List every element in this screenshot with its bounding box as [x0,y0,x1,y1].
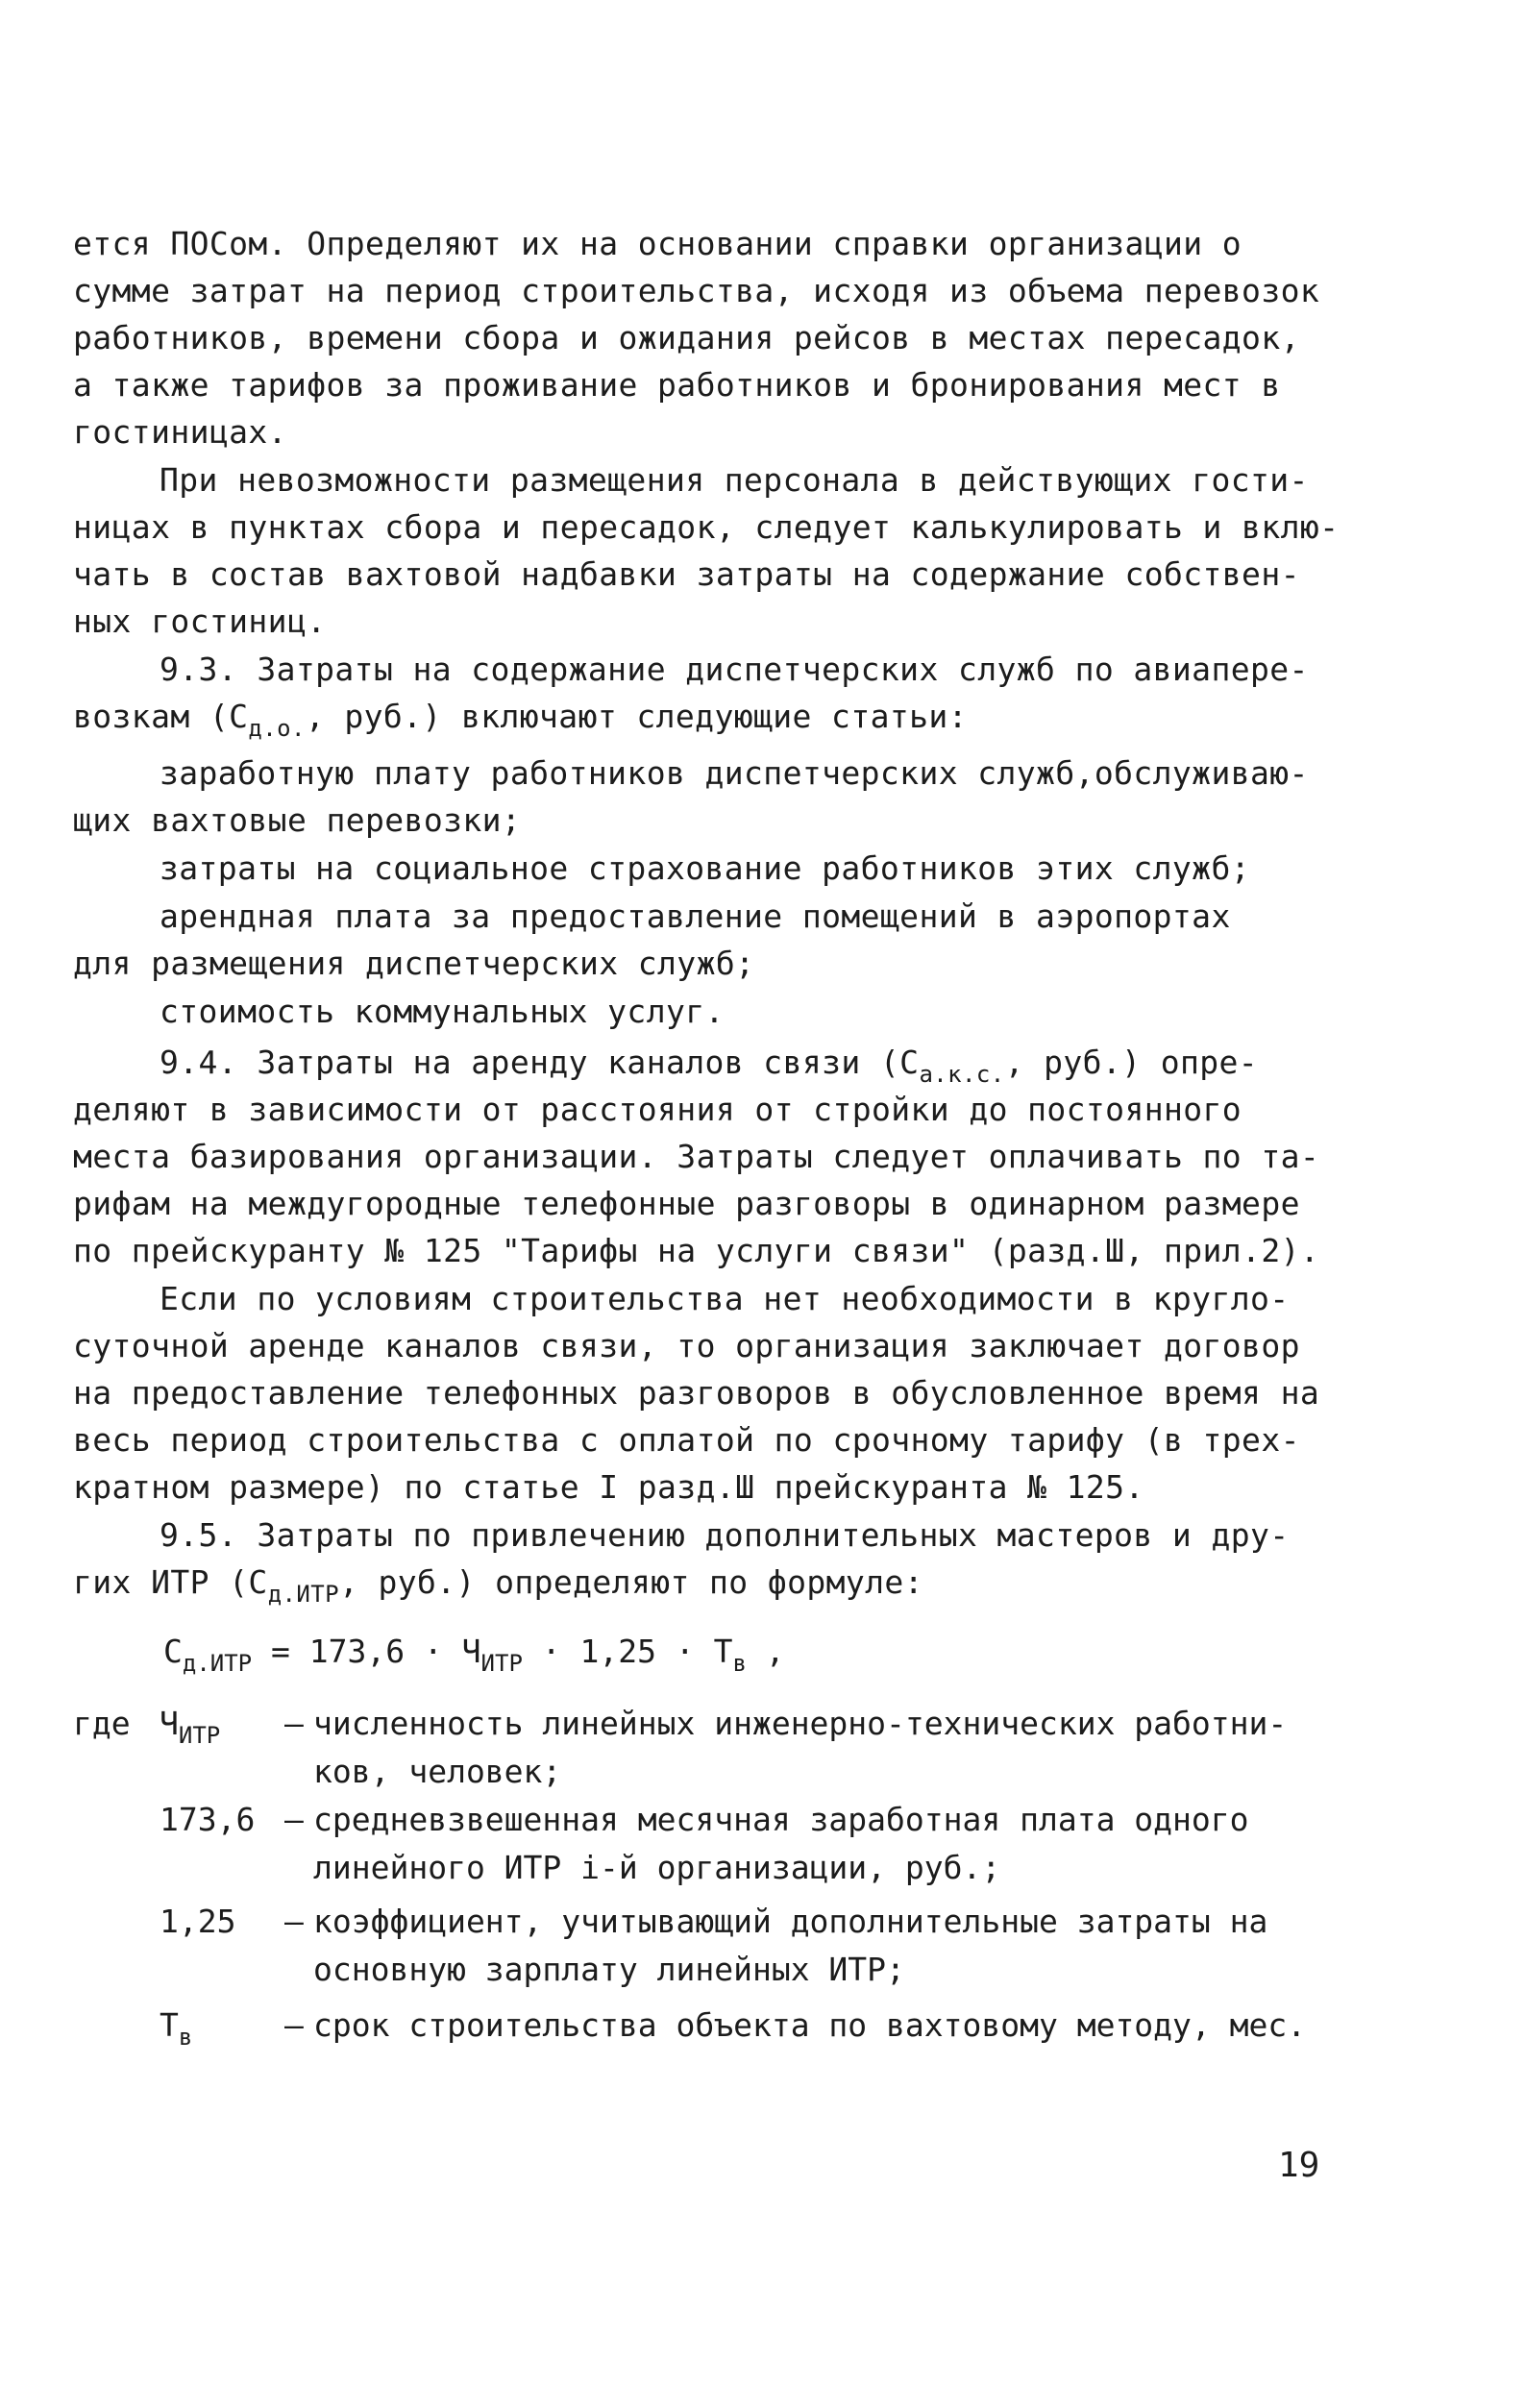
text-line: рифам на междугородные телефонные разговоры в одинарном размере [73,1185,1300,1222]
text-line: ницах в пунктах сбора и пересадок, следует калькулировать и вклю- [73,508,1340,546]
text-line: При невозможности размещения персонала в действующих гости- [160,461,1309,499]
text-line: сумме затрат на период строительства, исходя из объема перевозок [73,272,1320,309]
definition-term: 173,6 [160,1801,256,1838]
definition-text: ков, человек; [313,1753,562,1790]
definition-dash: – [284,1705,304,1742]
definition-term: $Ч_{ИТР}$ [160,1705,221,1749]
definition-text: линейного ИТР і-й организации, руб.; [313,1849,1001,1886]
definition-text: коэффициент, учитывающий дополнительные затраты на [313,1903,1268,1940]
text-line: ных гостиниц. [73,602,327,640]
list-item: стоимость коммунальных услуг. [160,993,725,1030]
text-line: ется ПОСом. Определяют их на основании справки организации о [73,225,1242,262]
text-line: гостиницах. [73,413,287,451]
section-9-4-heading: 9.4. Затраты на аренду каналов связи ($С_{а.к.с.}$, руб.) опре- [160,1044,1259,1088]
definition-text: основную зарплату линейных ИТР; [313,1951,905,1988]
text-line: для размещения диспетчерских служб; [73,945,755,982]
list-item: арендная плата за предоставление помещений в аэропортах [160,897,1231,935]
text-line: работников, времени сбора и ожидания рейсов в местах пересадок, [73,319,1300,356]
definition-text: численность линейных инженерно-технических работни- [313,1705,1288,1742]
definition-text: средневзвешенная месячная заработная плата одного [313,1801,1249,1838]
text-line: кратном размере) по статье I разд.Ш прейскуранта № 125. [73,1468,1144,1506]
text-line: суточной аренде каналов связи, то организация заключает договор [73,1327,1300,1364]
text-line: а также тарифов за проживание работников и бронирования мест в [73,366,1281,404]
list-item: заработную плату работников диспетчерских служб,обслуживаю- [160,754,1309,792]
definition-dash: – [284,1801,304,1838]
text-line: гих ИТР ($С_{д.ИТР}$, руб.) определяют по формуле: [73,1563,923,1608]
definition-text: срок строительства объекта по вахтовому методу, мес. [313,2006,1307,2044]
definition-term: $Т_в$ [160,2006,193,2051]
text-line: весь период строительства с оплатой по срочному тарифу (в трех- [73,1421,1300,1459]
text-line: щих вахтовые перевозки; [73,801,522,839]
text-line: по прейскуранту № 125 "Тарифы на услуги связи" (разд.Ш, прил.2). [73,1232,1320,1269]
definition-term: 1,25 [160,1903,236,1940]
text-line: на предоставление телефонных разговоров в обусловленное время на [73,1374,1320,1412]
section-9-5-heading: 9.5. Затраты по привлечению дополнительных мастеров и дру- [160,1516,1290,1554]
formula: $С_{д.ИТР} = 173,6 \cdot Ч_{ИТР} \cdot 1,25 \cdot Т_в$ , [163,1633,785,1677]
section-9-3-heading: 9.3. Затраты на содержание диспетчерских служб по авиапере- [160,651,1309,688]
text-line: Если по условиям строительства нет необходимости в кругло- [160,1280,1290,1317]
definition-dash: – [284,2006,304,2044]
definition-dash: – [284,1903,304,1940]
text-line: возкам ($С_{д.о.}$, руб.) включают следующие статьи: [73,698,968,742]
text-line: места базирования организации. Затраты следует оплачивать по та- [73,1138,1320,1175]
page-number: 19 [1278,2146,1320,2185]
list-item: затраты на социальное страхование работников этих служб; [160,849,1250,887]
text-line: деляют в зависимости от расстояния от стройки до постоянного [73,1091,1242,1128]
definition-where: где [73,1705,131,1742]
text-line: чать в состав вахтовой надбавки затраты на содержание собствен- [73,555,1300,593]
